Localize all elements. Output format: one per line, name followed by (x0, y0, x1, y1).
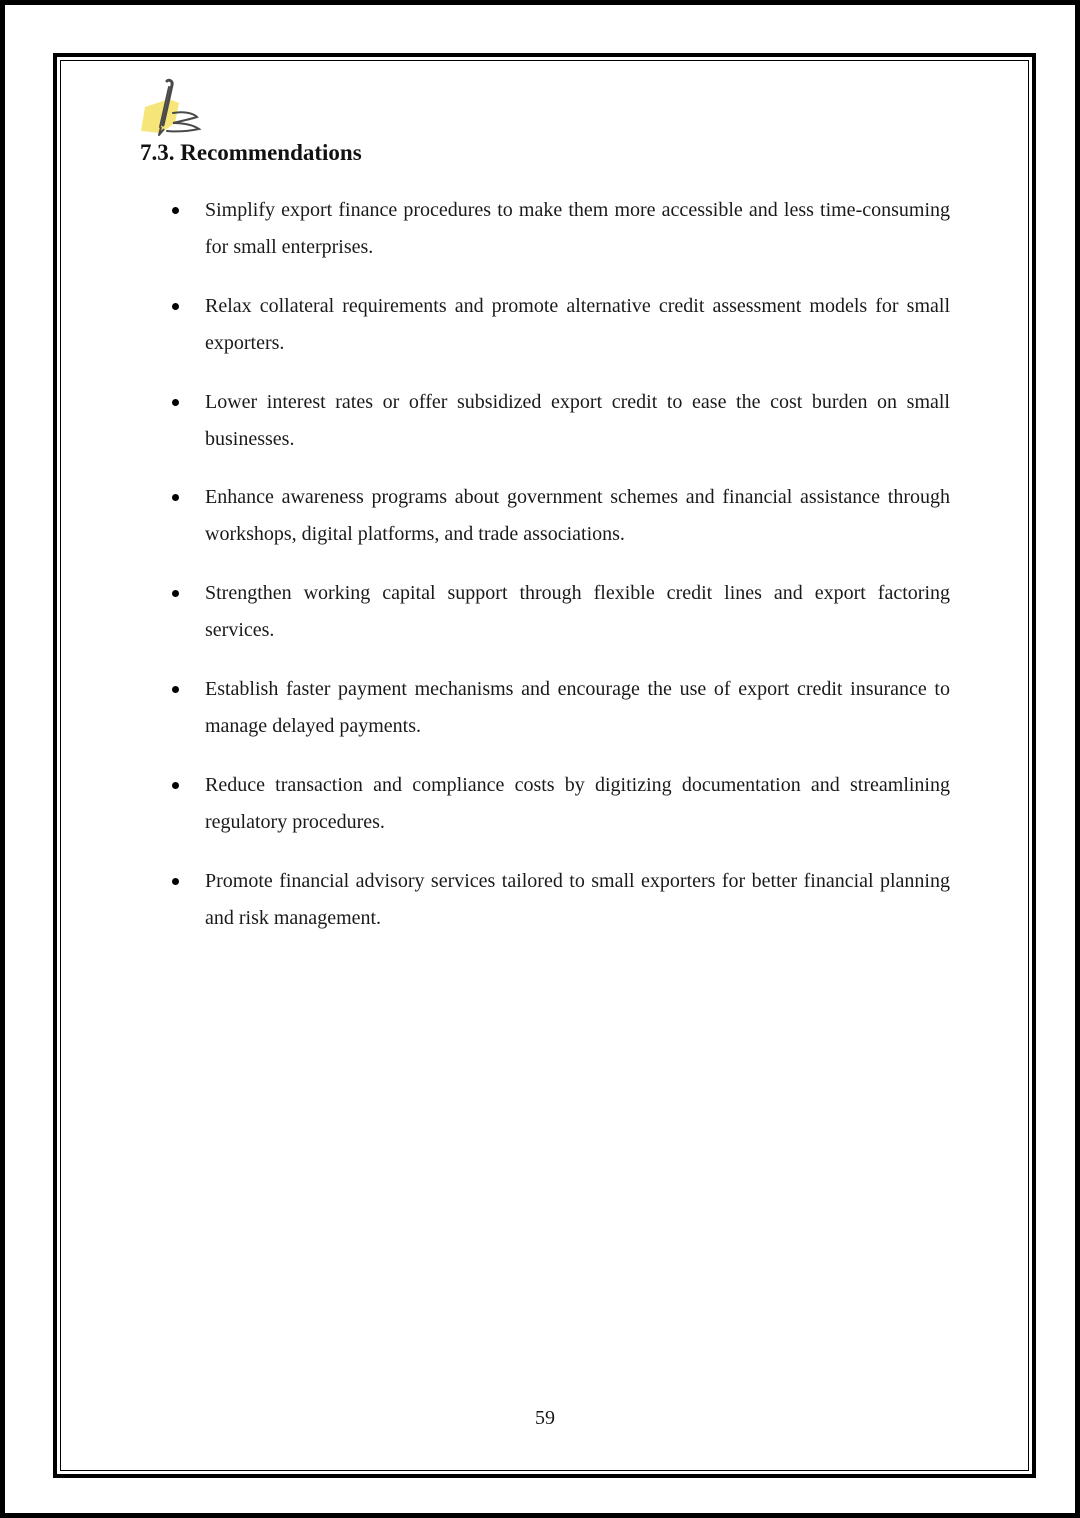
recommendation-text: Relax collateral requirements and promote alternative credit assessment models for small exporters. (205, 295, 950, 354)
list-item (205, 479, 950, 553)
list-item (205, 384, 950, 458)
bullet-icon (172, 494, 179, 501)
pen-writing-icon (139, 77, 205, 139)
bullet-icon (172, 878, 179, 885)
list-item (205, 575, 950, 649)
bullet-icon (172, 207, 179, 214)
recommendation-text: Reduce transaction and compliance costs by digitizing documentation and streamlining regulatory procedures. (205, 774, 950, 833)
recommendation-text: Lower interest rates or offer subsidized export credit to ease the cost burden on small businesses. (205, 391, 950, 450)
bullet-icon (172, 590, 179, 597)
bullet-icon (172, 399, 179, 406)
section-heading: 7.3. Recommendations (140, 140, 362, 165)
recommendation-text: Simplify export finance procedures to make them more accessible and less time-consuming for small enterprises. (205, 199, 950, 258)
list-item (205, 288, 950, 362)
list-item (205, 767, 950, 841)
list-item (205, 863, 950, 937)
bullet-icon (172, 303, 179, 310)
recommendation-text: Strengthen working capital support through flexible credit lines and export factoring services. (205, 582, 950, 641)
page-number: 59 (535, 1407, 555, 1429)
page-border-inner (60, 60, 1029, 1471)
page-border-outer (53, 53, 1036, 1478)
bullet-icon (172, 782, 179, 789)
list-item (205, 192, 950, 266)
bullet-icon (172, 686, 179, 693)
recommendation-text: Establish faster payment mechanisms and encourage the use of export credit insurance to manage delayed payments. (205, 678, 950, 737)
recommendation-text: Enhance awareness programs about government schemes and financial assistance through workshops, digital platforms, and trade associations. (205, 486, 950, 545)
list-item (205, 671, 950, 745)
recommendation-text: Promote financial advisory services tailored to small exporters for better financial planning and risk management. (205, 870, 950, 929)
